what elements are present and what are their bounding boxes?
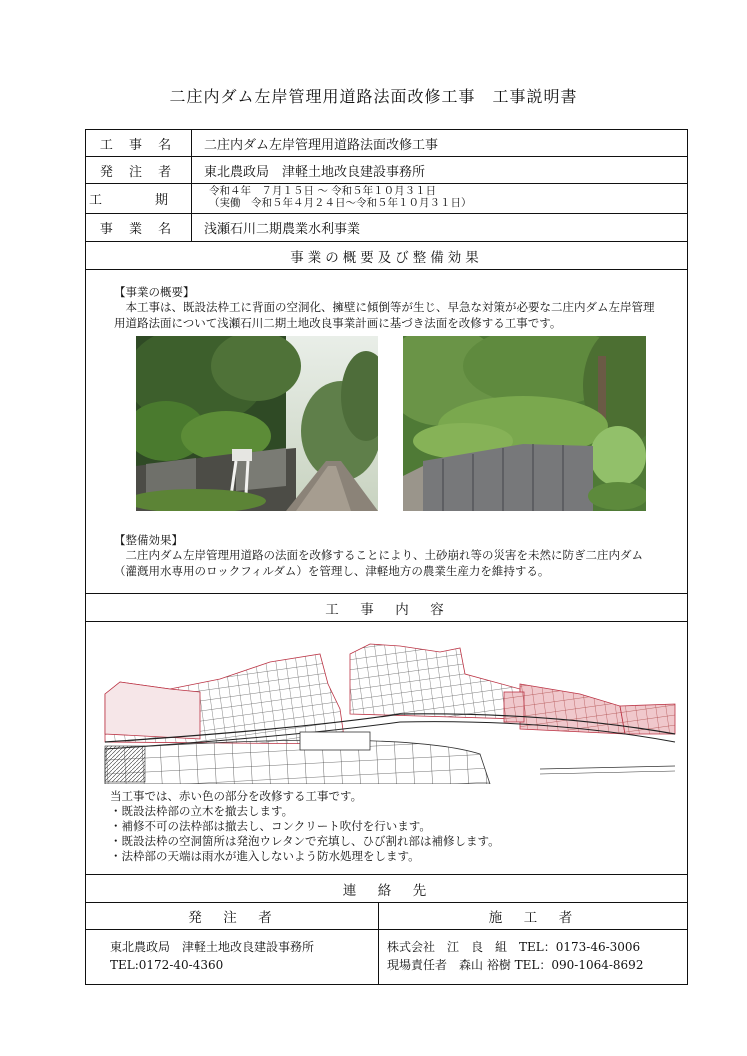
contact-contractor-header: 施 工 者: [488, 910, 577, 926]
document-title: 二庄内ダム左岸管理用道路法面改修工事 工事説明書: [169, 87, 578, 106]
work-section: [86, 622, 687, 875]
work-header: 工 事 内 容: [86, 594, 687, 622]
work-list: [110, 789, 500, 864]
effect-text: 二庄内ダム左岸管理用道路の法面を改修することにより、土砂崩れ等の災害を未然に防ぎ二庄内ダム（灌漑用水専用のロックフィルダム）を管理し、津軽地方の農業生産力を維持する。: [114, 548, 643, 578]
label-client: 発 注 者: [86, 157, 192, 183]
bullet-mark: ・: [110, 819, 122, 833]
period-actual: （実働 令和５年４月２４日～令和５年１０月３１日）: [209, 197, 472, 209]
value-client: 東北農政局 津軽土地改良建設事務所: [204, 164, 426, 180]
overview-section: [86, 270, 687, 594]
summary-text: 本工事は、既設法枠工に背面の空洞化、擁壁に傾倒等が生じ、早急な対策が必要な二庄内ダム左岸管理用道路法面について浅瀬石川二期土地改良事業計画に基づき法面を改修する工事です。: [114, 300, 655, 330]
row-period: [86, 184, 687, 214]
contact-header: 連 絡 先: [86, 875, 687, 903]
work-bullet: [110, 849, 500, 864]
bullet-text: 法枠部の天端は雨水が進入しないよう防水処理をします。: [121, 849, 420, 863]
site-photo-road: [136, 336, 378, 511]
bullet-text: 既設法枠の空洞箇所は発泡ウレタンで充填し、ひび割れ部は補修します。: [121, 834, 500, 848]
effect-label: 【整備効果】: [114, 533, 183, 547]
work-bullet: [110, 804, 500, 819]
contact-subheader-row: [86, 903, 687, 930]
bullet-text: 既設法枠部の立木を撤去します。: [121, 804, 294, 818]
contact-details-row: [86, 930, 687, 984]
label-project-name: 工 事 名: [86, 130, 192, 156]
bullet-mark: ・: [110, 849, 122, 863]
row-program: [86, 214, 687, 242]
contact-contractor: [378, 930, 687, 984]
label-program: 事 業 名: [86, 214, 192, 241]
work-bullet: [110, 834, 500, 849]
bullet-text: 補修不可の法枠部は撤去し、コンクリート吹付を行います。: [121, 819, 431, 833]
period-contract: 令和４年 ７月１５日 ～ 令和５年１０月３１日: [209, 185, 437, 197]
bullet-mark: ・: [110, 834, 122, 848]
work-bullet: [110, 819, 500, 834]
slope-work-diagram: [100, 634, 680, 784]
contractor-manager: 現場責任者 森山 裕樹 TEL：090-1064-8692: [387, 958, 644, 972]
overview-header: 事業の概要及び整備効果: [86, 242, 687, 270]
contractor-company: 株式会社 江 良 組 TEL：0173-46-3006: [387, 940, 641, 954]
contact-client: [86, 930, 379, 984]
label-period: 工 期: [86, 184, 192, 213]
value-project-name: 二庄内ダム左岸管理用道路法面改修工事: [204, 137, 439, 153]
value-program: 浅瀬石川二期農業水利事業: [204, 222, 361, 237]
row-project-name: [86, 130, 687, 157]
value-period: [209, 185, 472, 209]
site-photo-slope: [403, 336, 646, 511]
client-phone: TEL:0172-40-4360: [110, 958, 224, 972]
work-intro: 当工事では、赤い色の部分を改修する工事です。: [110, 789, 363, 803]
summary-label: 【事業の概要】: [114, 285, 195, 299]
bullet-mark: ・: [110, 804, 122, 818]
contact-client-header: 発 注 者: [86, 903, 379, 929]
row-client: [86, 157, 687, 184]
client-office: 東北農政局 津軽土地改良建設事務所: [110, 940, 315, 954]
explanation-table: [85, 129, 688, 985]
